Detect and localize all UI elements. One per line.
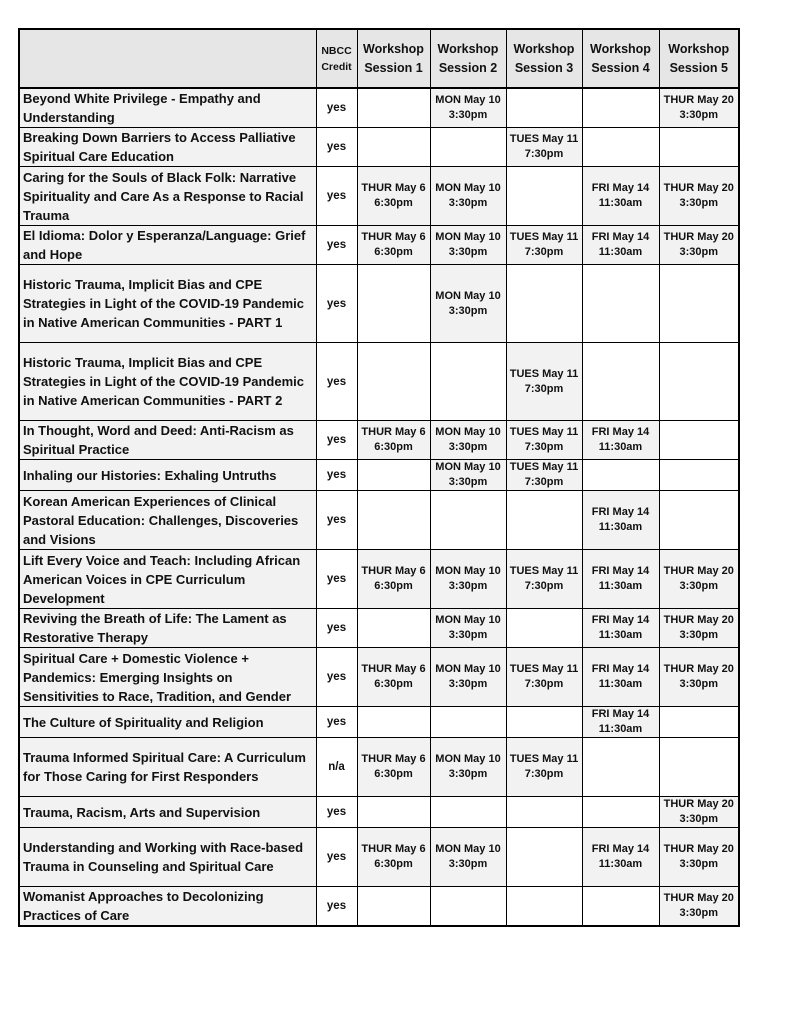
session-2-cell [430,128,506,167]
session-time: 3:30pm [448,197,488,209]
session-time: 7:30pm [524,382,564,395]
session-time: 11:30am [598,441,643,453]
session-date: THUR May 6 [361,663,426,675]
session-5-cell [659,707,739,738]
session-date: FRI May 14 [591,708,650,720]
session-date: THUR May 6 [361,231,426,243]
session-time: 3:30pm [448,858,488,870]
session-1-cell [357,828,430,887]
session-5-cell [659,491,739,550]
workshop-title: Reviving the Breath of Life: The Lament as Restorative Therapy [19,609,316,648]
table-row [19,491,739,550]
session-3-cell [506,460,582,491]
session-time: 11:30am [598,723,643,735]
table-row [19,167,739,226]
session-3-cell [506,609,582,648]
session-2-cell [430,828,506,887]
session-5-cell [659,265,739,343]
session-1-cell [357,707,430,738]
session-2-cell [430,648,506,707]
session-time: 6:30pm [374,768,413,780]
session-1-cell [357,550,430,609]
session-date: THUR May 20 [663,565,734,577]
session-3-cell [506,226,582,265]
session-5-cell [659,797,739,828]
table-row [19,609,739,648]
nbcc-credit: yes [316,550,357,609]
session-date: THUR May 6 [361,753,426,765]
session-date: MON May 10 [435,94,501,106]
session-time: 3:30pm [448,304,488,317]
table-row [19,797,739,828]
session-5-cell [659,343,739,421]
workshop-title: Breaking Down Barriers to Access Palliative Spiritual Care Education [19,128,316,167]
session-time: 3:30pm [679,109,719,121]
session-3-cell [506,265,582,343]
session-4-cell [582,887,659,927]
session-date: THUR May 20 [663,94,734,106]
session-date: THUR May 20 [663,798,734,810]
table-row [19,128,739,167]
session-1-cell [357,265,430,343]
session-time: 3:30pm [679,246,719,258]
workshop-title: Beyond White Privilege - Empathy and Understanding [19,88,316,128]
session-1-cell [357,226,430,265]
workshop-title: Understanding and Working with Race-based Trauma in Counseling and Spiritual Care [19,828,316,887]
session-date: MON May 10 [435,426,501,438]
session-3-header [506,29,582,88]
table-row [19,421,739,460]
session-time: 3:30pm [448,629,488,641]
session-1-cell [357,491,430,550]
session-date: THUR May 6 [361,182,426,194]
table-row [19,738,739,797]
session-3-cell [506,797,582,828]
session-header-line: Session 5 [669,60,728,75]
nbcc-credit: yes [316,88,357,128]
nbcc-credit: yes [316,491,357,550]
session-1-cell [357,421,430,460]
session-date: FRI May 14 [591,843,650,855]
session-1-cell [357,343,430,421]
nbcc-credit: yes [316,648,357,707]
workshop-title: Trauma Informed Spiritual Care: A Curriculum for Those Caring for First Responders [19,738,316,797]
table-row [19,343,739,421]
session-date: MON May 10 [435,753,501,765]
session-date: THUR May 20 [663,892,734,904]
session-5-cell [659,128,739,167]
workshop-title: Lift Every Voice and Teach: Including African American Voices in CPE Curriculum Development [19,550,316,609]
workshop-title: Trauma, Racism, Arts and Supervision [19,797,316,828]
session-time: 7:30pm [524,148,564,160]
session-time: 11:30am [598,197,643,209]
session-time: 11:30am [598,246,643,258]
session-date: MON May 10 [435,289,501,302]
session-4-cell [582,738,659,797]
credit-header-line: Credit [321,60,352,73]
table-row [19,648,739,707]
session-4-cell [582,797,659,828]
session-2-cell [430,343,506,421]
session-4-cell [582,88,659,128]
nbcc-credit: yes [316,167,357,226]
session-time: 3:30pm [448,109,488,121]
session-time: 3:30pm [448,476,488,488]
session-1-cell [357,648,430,707]
workshop-title: Caring for the Souls of Black Folk: Narrative Spirituality and Care As a Response to Racial Trauma [19,167,316,226]
table-row [19,887,739,927]
session-3-cell [506,887,582,927]
session-2-cell [430,491,506,550]
session-time: 11:30am [598,678,643,690]
session-1-header [357,29,430,88]
session-date: THUR May 20 [663,182,734,194]
session-1-cell [357,167,430,226]
session-time: 7:30pm [524,768,564,780]
session-1-cell [357,887,430,927]
session-4-cell [582,648,659,707]
session-time: 3:30pm [448,441,488,453]
session-2-cell [430,887,506,927]
session-header-line: Workshop [437,41,499,56]
session-4-cell [582,550,659,609]
session-date: TUES May 11 [509,663,579,675]
session-5-cell [659,550,739,609]
workshop-title: Historic Trauma, Implicit Bias and CPE Strategies in Light of the COVID-19 Pandemic in Native American Communities - PART 2 [19,343,316,421]
session-4-cell [582,491,659,550]
session-4-cell [582,707,659,738]
session-time: 3:30pm [679,197,719,209]
session-time: 3:30pm [679,678,719,690]
session-header-line: Session 2 [438,60,498,75]
table-row [19,707,739,738]
session-date: TUES May 11 [509,133,579,145]
session-5-cell [659,828,739,887]
session-time: 7:30pm [524,246,564,258]
header-row [19,29,739,88]
session-2-cell [430,797,506,828]
session-3-cell [506,421,582,460]
session-time: 6:30pm [374,441,413,453]
session-4-cell [582,226,659,265]
session-time: 7:30pm [524,678,564,690]
session-date: TUES May 11 [509,753,579,765]
session-3-cell [506,88,582,128]
session-date: FRI May 14 [591,506,650,518]
session-1-cell [357,128,430,167]
table-body [19,88,739,926]
session-3-cell [506,167,582,226]
session-4-cell [582,128,659,167]
session-2-cell [430,738,506,797]
nbcc-credit: yes [316,887,357,927]
nbcc-credit: yes [316,226,357,265]
session-header-line: Workshop [668,41,730,56]
session-date: MON May 10 [435,663,501,675]
table-row [19,226,739,265]
session-date: MON May 10 [435,231,501,243]
workshop-title: The Culture of Spirituality and Religion [19,707,316,738]
session-4-cell [582,265,659,343]
session-3-cell [506,707,582,738]
session-4-cell [582,167,659,226]
session-4-header [582,29,659,88]
session-date: TUES May 11 [509,426,579,438]
table-row [19,828,739,887]
session-time: 7:30pm [524,580,564,592]
session-3-cell [506,491,582,550]
session-5-cell [659,609,739,648]
workshop-title: Historic Trauma, Implicit Bias and CPE Strategies in Light of the COVID-19 Pandemic in Native American Communities - PART 1 [19,265,316,343]
session-4-cell [582,421,659,460]
session-5-cell [659,88,739,128]
session-time: 11:30am [598,858,643,870]
session-time: 3:30pm [679,813,719,825]
session-date: MON May 10 [435,843,501,855]
credit-header [316,29,357,88]
session-5-cell [659,460,739,491]
session-date: FRI May 14 [591,426,650,438]
session-date: THUR May 20 [663,614,734,626]
nbcc-credit: yes [316,828,357,887]
session-2-cell [430,460,506,491]
session-date: THUR May 20 [663,231,734,243]
workshop-title: Womanist Approaches to Decolonizing Practices of Care [19,887,316,927]
session-date: MON May 10 [435,565,501,577]
session-2-cell [430,550,506,609]
session-2-cell [430,421,506,460]
session-date: MON May 10 [435,614,501,626]
session-3-cell [506,550,582,609]
session-date: TUES May 11 [509,565,579,577]
session-5-cell [659,738,739,797]
session-time: 7:30pm [524,441,564,453]
nbcc-credit: yes [316,343,357,421]
session-5-cell [659,887,739,927]
workshop-title: Korean American Experiences of Clinical Pastoral Education: Challenges, Discoveries and Visions [19,491,316,550]
session-time: 11:30am [598,521,643,533]
session-header-line: Workshop [513,41,575,56]
topic-header [19,29,316,88]
nbcc-credit: yes [316,707,357,738]
session-time: 3:30pm [679,629,719,641]
session-5-header [659,29,739,88]
session-time: 3:30pm [448,678,488,690]
nbcc-credit: yes [316,128,357,167]
session-2-header [430,29,506,88]
session-date: FRI May 14 [591,663,650,675]
session-time: 7:30pm [524,476,564,488]
session-date: THUR May 6 [361,843,426,855]
session-time: 3:30pm [679,907,719,919]
session-time: 6:30pm [374,197,413,209]
session-3-cell [506,648,582,707]
session-time: 6:30pm [374,246,413,258]
session-time: 6:30pm [374,858,413,870]
session-date: THUR May 6 [361,565,426,577]
session-date: TUES May 11 [509,231,579,243]
session-time: 11:30am [598,629,643,641]
session-2-cell [430,265,506,343]
session-header-line: Session 3 [514,60,574,75]
session-header-line: Workshop [590,41,651,56]
session-header-line: Session 1 [364,60,423,75]
workshop-title: Inhaling our Histories: Exhaling Untruths [19,460,316,491]
nbcc-credit: n/a [316,738,357,797]
nbcc-credit: yes [316,797,357,828]
session-time: 6:30pm [374,580,413,592]
session-5-cell [659,648,739,707]
session-1-cell [357,738,430,797]
session-date: FRI May 14 [591,231,650,243]
session-5-cell [659,226,739,265]
session-2-cell [430,226,506,265]
table-row [19,88,739,128]
session-date: TUES May 11 [509,367,579,380]
session-date: MON May 10 [435,182,501,194]
session-1-cell [357,88,430,128]
session-time: 3:30pm [448,768,488,780]
session-time: 3:30pm [679,580,719,592]
session-3-cell [506,738,582,797]
session-header-line: Session 4 [591,60,650,75]
session-2-cell [430,88,506,128]
nbcc-credit: yes [316,421,357,460]
session-3-cell [506,343,582,421]
session-4-cell [582,460,659,491]
workshop-schedule-table [18,28,740,927]
workshop-title: Spiritual Care + Domestic Violence + Pandemics: Emerging Insights on Sensitivities to Race, Tradition, and Gender [19,648,316,707]
session-date: THUR May 20 [663,843,734,855]
session-date: THUR May 20 [663,663,734,675]
workshop-title: El Idioma: Dolor y Esperanza/Language: Grief and Hope [19,226,316,265]
nbcc-credit: yes [316,265,357,343]
nbcc-credit: yes [316,609,357,648]
session-3-cell [506,128,582,167]
session-3-cell [506,828,582,887]
session-5-cell [659,421,739,460]
credit-header-line: NBCC [321,44,352,57]
session-2-cell [430,609,506,648]
session-1-cell [357,797,430,828]
session-date: FRI May 14 [591,182,650,194]
session-4-cell [582,828,659,887]
session-date: TUES May 11 [509,461,579,473]
table-row [19,550,739,609]
table-row [19,460,739,491]
session-time: 11:30am [598,580,643,592]
table-row [19,265,739,343]
session-5-cell [659,167,739,226]
workshop-title: In Thought, Word and Deed: Anti-Racism as Spiritual Practice [19,421,316,460]
session-1-cell [357,460,430,491]
session-date: FRI May 14 [591,565,650,577]
session-2-cell [430,707,506,738]
session-date: MON May 10 [435,461,501,473]
session-1-cell [357,609,430,648]
session-4-cell [582,609,659,648]
session-time: 3:30pm [448,246,488,258]
session-header-line: Workshop [363,41,424,56]
session-4-cell [582,343,659,421]
session-date: FRI May 14 [591,614,650,626]
nbcc-credit: yes [316,460,357,491]
session-time: 3:30pm [448,580,488,592]
session-2-cell [430,167,506,226]
session-time: 3:30pm [679,858,719,870]
session-date: THUR May 6 [361,426,426,438]
session-time: 6:30pm [374,678,413,690]
